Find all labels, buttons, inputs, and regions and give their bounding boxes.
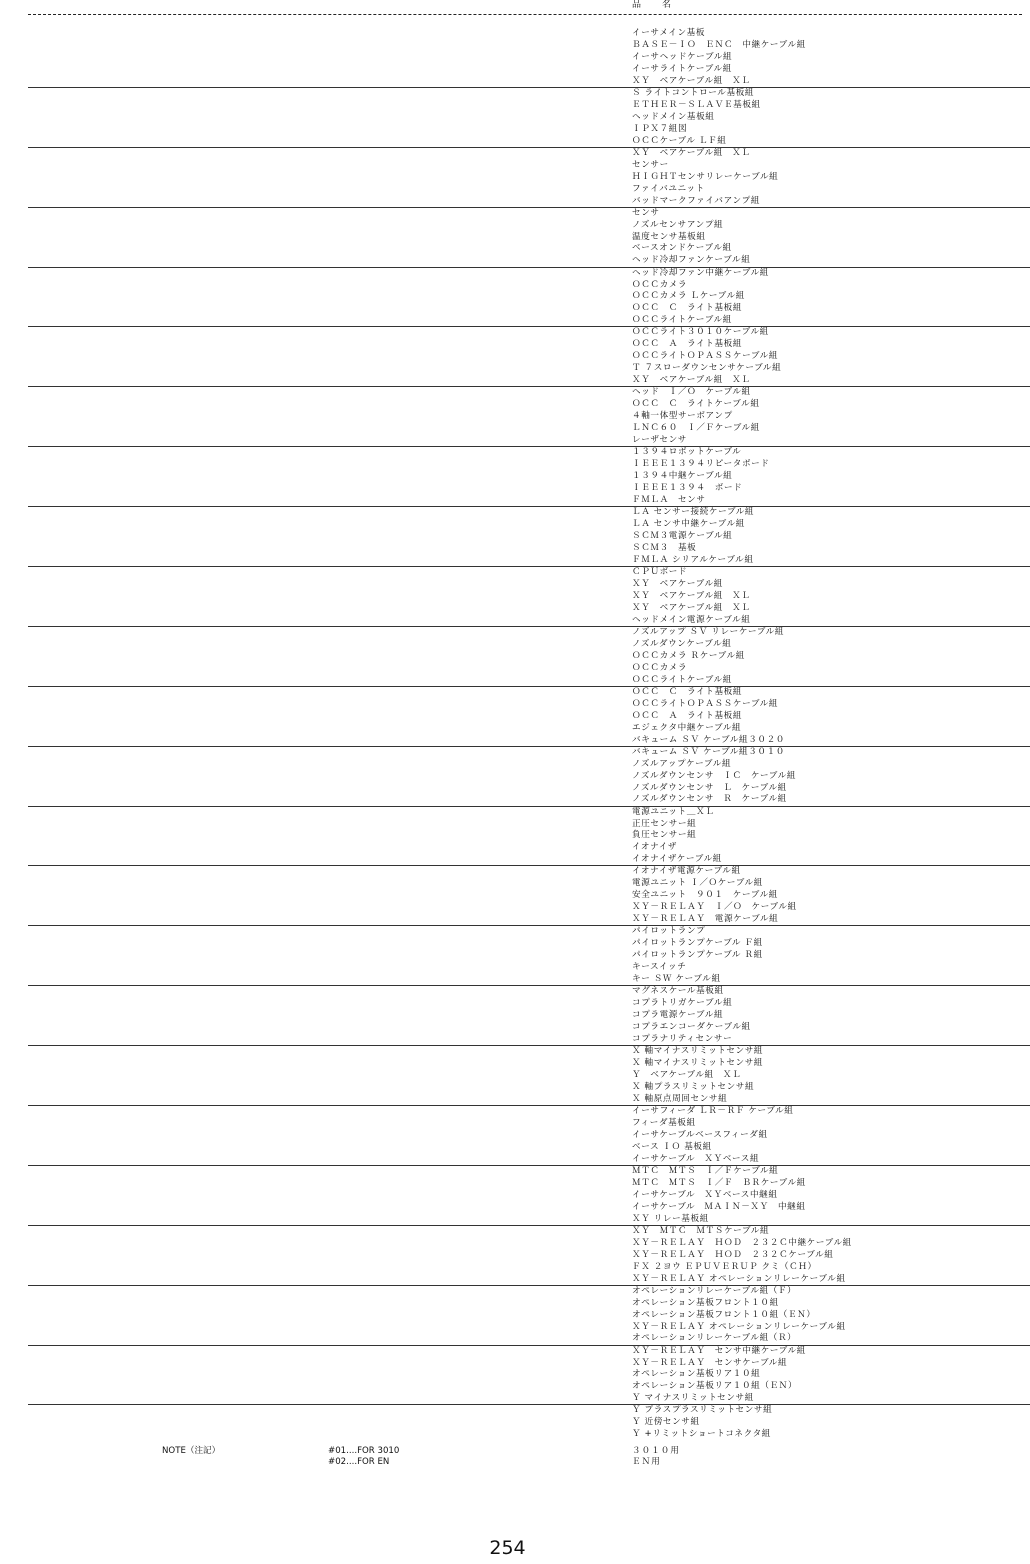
part-name: ＬＡ センサ中継ケーブル組: [632, 519, 745, 530]
part-name: ＦＸ ２ヨウ ＥＰＵＶＥＲＵＰ クミ（ＣＨ）: [632, 1261, 817, 1272]
part-name: Ｓ ライトコントロール基板組: [632, 87, 755, 98]
item-list: [632, 747, 796, 807]
part-name: ＳＣＭ３電源ケーブル組: [632, 531, 733, 541]
part-name: ヘッド冷却ファン中継ケーブル組: [632, 267, 769, 278]
item-list: [632, 268, 769, 328]
part-name: バキューム ＳＶ ケーブル組３０１０: [632, 746, 785, 757]
item-group: [0, 926, 1030, 986]
part-name: ＸＹ－ＲＥＬＡＹ 電源ケーブル組: [632, 914, 779, 925]
part-name: ＳＣＭ３ 基板: [632, 542, 697, 553]
part-name: オペレーションリレーケーブル組（Ｆ）: [632, 1285, 797, 1296]
item-group: [0, 1046, 1030, 1106]
item-list: [632, 986, 751, 1046]
part-name: Ｘ 軸マイナスリミットセンサ組: [632, 1058, 764, 1069]
part-name: ベース ＩＯ 基板組: [632, 1141, 712, 1152]
part-name: ＣＰＵボード: [632, 567, 688, 578]
note-code: #01....FOR 3010: [328, 1446, 400, 1456]
part-name: ノズルダウンセンサ Ｒ ケーブル組: [632, 794, 787, 805]
item-group: [0, 1106, 1030, 1166]
part-name: パイロットランプケーブル Ｆ組: [632, 938, 763, 949]
item-group: [0, 1346, 1030, 1406]
part-name: 負圧センサー組: [632, 830, 697, 841]
part-name: パイロットランプケーブル Ｒ組: [632, 950, 763, 961]
part-name: 温度センサ基板組: [632, 231, 706, 242]
part-name: イーサケーブル ＭＡＩＮ－ＸＹ 中継組: [632, 1201, 806, 1212]
part-name: 安全ユニット ９０１ ケーブル組: [632, 890, 778, 901]
item-group: [0, 327, 1030, 387]
part-name: １３９４ロボットケーブル: [632, 447, 742, 458]
part-name: イーサメイン基板: [632, 28, 706, 38]
part-name: イーサフィーダ ＬＲ－ＲＦ ケーブル組: [632, 1106, 794, 1117]
item-list: [632, 1286, 846, 1346]
item-group: [0, 1286, 1030, 1346]
part-name: ＯＣＣカメラ: [632, 279, 688, 290]
header-label: 品 名: [632, 0, 678, 10]
part-name: ヘッド冷却ファンケーブル組: [632, 255, 751, 266]
item-group: [0, 1166, 1030, 1226]
item-group: [0, 268, 1030, 328]
part-name: ＸＹ ＭＴＣ ＭＴＳケーブル組: [632, 1225, 770, 1236]
part-name: イオナイザ電源ケーブル組: [632, 866, 741, 877]
part-name: オペレーションリレーケーブル組（Ｒ）: [632, 1333, 797, 1344]
part-name: イーサケーブルベースフィーダ組: [632, 1129, 768, 1140]
part-name: Ｘ 軸マイナスリミットセンサ組: [632, 1046, 764, 1057]
item-list: [632, 1106, 794, 1166]
part-name: ＩＥＥＥ１３９４リピータボード: [632, 459, 770, 470]
part-name: ＯＣＣカメラ Ｌケーブル組: [632, 291, 745, 302]
part-name: ＯＣＣライト３０１０ケーブル組: [632, 327, 769, 338]
part-name: バキューム ＳＶ ケーブル組３０２０: [632, 734, 785, 745]
part-name: ヘッドメイン基板組: [632, 111, 715, 122]
note-meaning: ３０１０用: [632, 1446, 680, 1456]
part-name: 正圧センサー組: [632, 818, 697, 829]
item-group: [0, 866, 1030, 926]
part-name: イーサライトケーブル組: [632, 63, 732, 74]
part-name: １３９４中継ケーブル組: [632, 471, 733, 482]
part-name: ＦＭＬＡ センサ: [632, 494, 706, 505]
part-name: ＩＥＥＥ１３９４ ボード: [632, 483, 743, 494]
part-name: ＯＣＣカメラ: [632, 662, 688, 673]
part-name: ＯＣＣ Ａ ライト基板組: [632, 710, 743, 721]
part-name: コプラナリティセンサー: [632, 1034, 733, 1044]
item-list: [632, 28, 806, 88]
part-name: ＯＣＣライトＯＰＡＳＳケーブル組: [632, 698, 779, 709]
item-list: [632, 627, 784, 687]
item-list: [632, 507, 754, 567]
item-list: [632, 687, 785, 747]
item-group: [0, 687, 1030, 747]
part-name: ＥＴＨＥＲ－ＳＬＡＶＥ基板組: [632, 99, 761, 110]
part-name: ＸＹ－ＲＥＬＡＹ ＨＯＤ ２３２Ｃケーブル組: [632, 1249, 834, 1260]
part-name: ＸＹ リレー基板組: [632, 1213, 709, 1224]
part-name: イオナイザ: [632, 842, 678, 853]
part-name: ＯＣＣライトＯＰＡＳＳケーブル組: [632, 351, 779, 362]
part-name: エジェクタ中継ケーブル組: [632, 722, 742, 733]
part-name: センサ: [632, 207, 660, 218]
part-name: マグネスケール基板組: [632, 986, 724, 997]
item-list: [632, 866, 797, 926]
item-group: [0, 1226, 1030, 1286]
item-list: [632, 807, 722, 867]
item-group: [0, 986, 1030, 1046]
item-list: [632, 1046, 763, 1106]
part-name: ＸＹ－ＲＥＬＡＹ センサ中継ケーブル組: [632, 1345, 806, 1356]
part-name: ＯＣＣケーブル ＬＦ組: [632, 135, 727, 146]
note-codes: [328, 1446, 399, 1468]
part-name: ４軸一体型サーボアンプ: [632, 411, 733, 422]
item-group: [0, 387, 1030, 447]
part-name: ＸＹ ベアケーブル組 ＸＬ: [632, 75, 751, 86]
part-name: ＯＣＣカメラ Ｒケーブル組: [632, 650, 745, 661]
group-divider: [28, 1404, 1030, 1405]
item-list: [632, 1226, 852, 1286]
part-name: イオナイザケーブル組: [632, 854, 722, 865]
part-name: ヘッド Ｉ／Ｏ ケーブル組: [632, 387, 751, 398]
part-name: ＸＹ－ＲＥＬＡＹ オペレーションリレーケーブル組: [632, 1321, 846, 1332]
part-name: 電源ユニット Ｉ／Ｏケーブル組: [632, 878, 763, 889]
part-name: イーサケーブル ＸＹベース組: [632, 1153, 760, 1164]
part-name: ＨＩＧＨＴセンサリレーケーブル組: [632, 171, 779, 182]
item-list: [632, 208, 750, 268]
item-list: [632, 327, 781, 387]
part-name: コプラ電源ケーブル組: [632, 1010, 724, 1021]
part-name: ＯＣＣライトケーブル組: [632, 315, 732, 326]
part-name: ヘッドメイン電源ケーブル組: [632, 614, 751, 625]
note-code: #02....FOR EN: [328, 1457, 390, 1467]
part-name: ノズルセンサアンプ組: [632, 219, 724, 230]
part-name: 電源ユニット＿ＸＬ: [632, 806, 715, 817]
item-group: [0, 148, 1030, 208]
item-list: [632, 926, 763, 986]
part-name: ＸＹ－ＲＥＬＡＹ オペレーションリレーケーブル組: [632, 1273, 846, 1284]
item-group: [0, 447, 1030, 507]
part-name: Ｙ +リミットショートコネクタ組: [632, 1428, 771, 1439]
item-group: [0, 507, 1030, 567]
item-list: [632, 1166, 806, 1226]
part-name: Ｘ 軸原点周回センサ組: [632, 1093, 728, 1104]
part-name: ノズルダウンセンサ Ｌ ケーブル組: [632, 782, 787, 793]
part-name: ＯＣＣ Ｃ ライト基板組: [632, 686, 743, 697]
part-name: キースイッチ: [632, 962, 687, 973]
part-name: ＬＮＣ６０ Ｉ／Ｆケーブル組: [632, 423, 760, 434]
part-name: ＸＹ－ＲＥＬＡＹ ＨＯＤ ２３２Ｃ中継ケーブル組: [632, 1237, 852, 1248]
part-name: ファイバユニット: [632, 183, 705, 194]
part-name: キー ＳＷ ケーブル組: [632, 974, 721, 985]
part-name: オペレーション基板フロント１０組（ＥＮ）: [632, 1309, 816, 1320]
part-name: ＸＹ ベアケーブル組: [632, 578, 723, 589]
note-meanings: [632, 1446, 680, 1468]
part-name: Ｙ 近傍センサ組: [632, 1416, 700, 1427]
final-item-group: [632, 1405, 772, 1441]
part-name: Ｙ ベアケーブル組 ＸＬ: [632, 1070, 742, 1081]
part-name: ＭＴＣ ＭＴＳ Ｉ／Ｆ ＢＲケーブル組: [632, 1177, 806, 1188]
part-name: コプラトリガケーブル組: [632, 998, 733, 1009]
note-meaning: ＥＮ用: [632, 1457, 661, 1467]
item-list: [632, 567, 751, 627]
part-name: センサー: [632, 159, 669, 170]
part-name: バッドマークファイバアンプ組: [632, 195, 761, 206]
part-name: ノズルダウンセンサ ＩＣ ケーブル組: [632, 770, 797, 781]
part-name: ＯＣＣライトケーブル組: [632, 674, 732, 685]
part-name: ＯＣＣ Ａ ライト基板組: [632, 339, 743, 350]
part-name: イーサヘッドケーブル組: [632, 51, 733, 62]
part-name: ＯＣＣ Ｃ ライトケーブル組: [632, 399, 760, 410]
part-name: Ｙ マイナスリミットセンサ組: [632, 1393, 754, 1404]
part-name: Ｘ 軸プラスリミットセンサ組: [632, 1081, 755, 1092]
item-group: [0, 567, 1030, 627]
part-name: Ｔ ７スローダウンセンサケーブル組: [632, 363, 782, 374]
part-name: ＸＹ－ＲＥＬＡＹ センサケーブル組: [632, 1357, 788, 1368]
part-name: ＸＹ ベアケーブル組 ＸＬ: [632, 375, 751, 386]
part-name: ノズルアップ ＳＶ リレーケーブル組: [632, 626, 785, 637]
part-name: ＸＹ ベアケーブル組 ＸＬ: [632, 590, 751, 601]
part-name: ＭＴＣ ＭＴＳ Ｉ／Ｆケーブル組: [632, 1165, 779, 1176]
part-name: オペレーション基板フロント１０組: [632, 1297, 779, 1308]
item-list: [632, 387, 760, 447]
parts-list: [0, 28, 1030, 1405]
part-name: イーサケーブル ＸＹベース中継組: [632, 1189, 778, 1200]
part-name: ＸＹ－ＲＥＬＡＹ Ｉ／Ｏ ケーブル組: [632, 902, 797, 913]
item-group: [0, 208, 1030, 268]
part-name: ノズルアップケーブル組: [632, 758, 732, 769]
part-name: ＸＹ ベアケーブル組 ＸＬ: [632, 147, 751, 158]
part-name: パイロットランプ: [632, 926, 706, 937]
part-name: ＢＡＳＥ－ＩＯ ＥＮＣ 中継ケーブル組: [632, 39, 806, 50]
item-group: [0, 807, 1030, 867]
part-name: Ｙ プラスプラスリミットセンサ組: [632, 1405, 773, 1415]
part-name: ＸＹ ベアケーブル組 ＸＬ: [632, 602, 751, 613]
item-group: [0, 28, 1030, 88]
item-list: [632, 148, 778, 208]
part-name: ＩＰＸ７組図: [632, 123, 688, 134]
item-list: [632, 1346, 806, 1406]
part-name: オペレーション基板リア１０組: [632, 1369, 761, 1380]
part-name: オペレーション基板リア１０組（ＥＮ）: [632, 1381, 798, 1392]
item-list: [632, 88, 761, 148]
part-name: コプラエンコーダケーブル組: [632, 1022, 751, 1033]
item-group: [0, 747, 1030, 807]
note-label: NOTE（注記）: [162, 1446, 221, 1456]
page-number: 254: [489, 1537, 526, 1559]
item-list: [632, 447, 770, 507]
item-group: [0, 627, 1030, 687]
part-name: フィーダ基板組: [632, 1117, 696, 1128]
part-name: ＬＡ センサー接続ケーブル組: [632, 507, 755, 518]
part-name: ベースオンドケーブル組: [632, 243, 732, 254]
part-name: ＯＣＣ Ｃ ライト基板組: [632, 303, 743, 314]
part-name: レーザセンサ: [632, 435, 687, 446]
header-rule: [28, 14, 1022, 15]
item-group: [0, 88, 1030, 148]
part-name: ノズルダウンケーブル組: [632, 638, 732, 649]
part-name: ＦＭＬＡ シリアルケーブル組: [632, 554, 754, 565]
